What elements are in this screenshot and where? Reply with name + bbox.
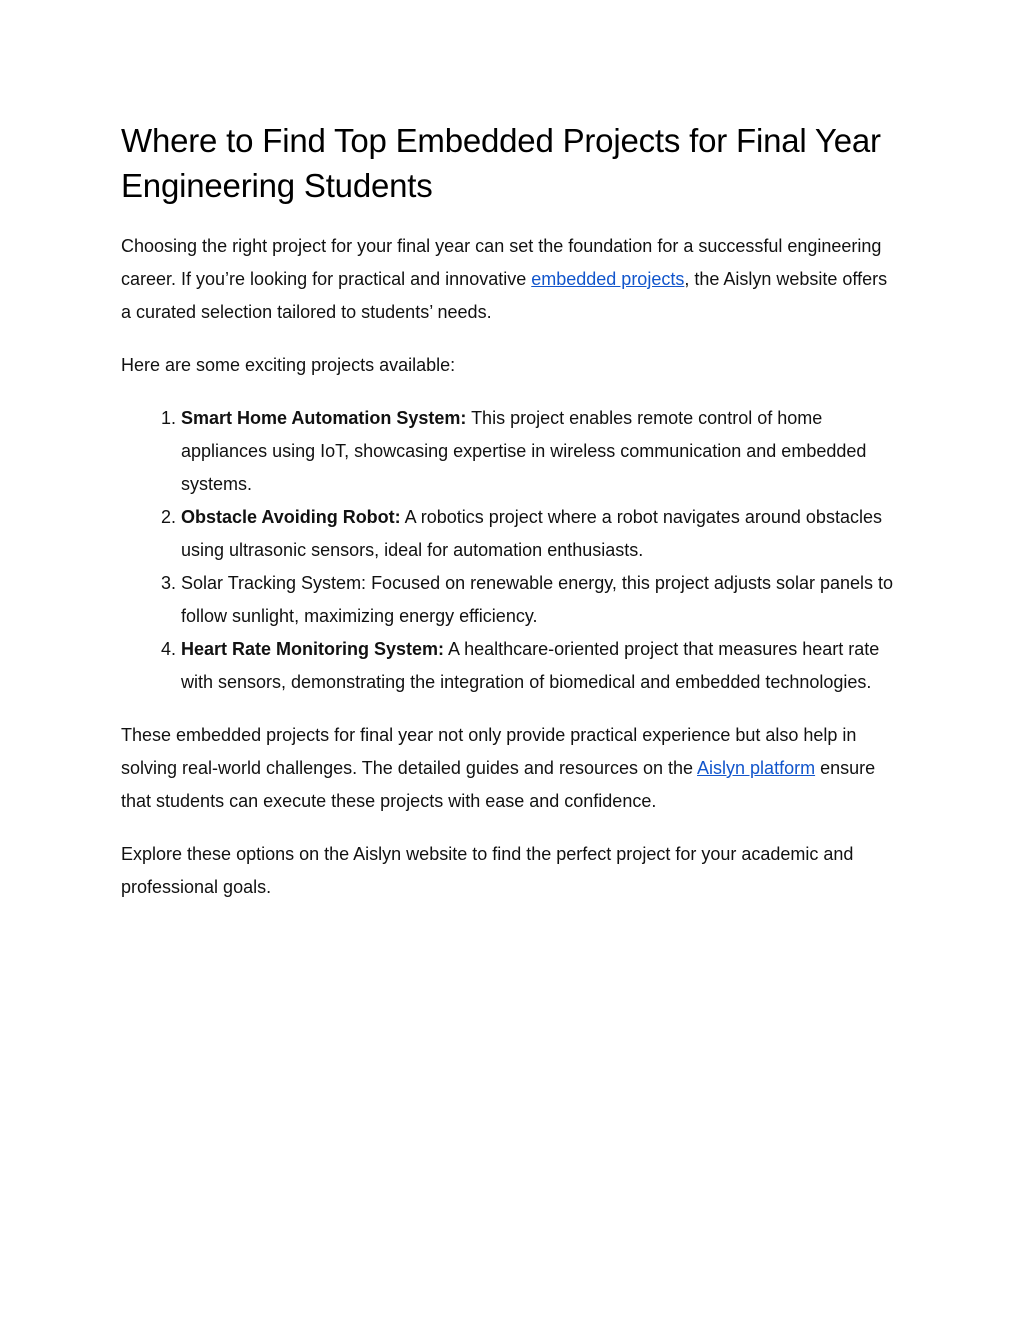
intro-paragraph xyxy=(121,230,901,329)
list-item xyxy=(181,501,901,567)
aislyn-platform-link[interactable]: Aislyn platform xyxy=(697,758,816,778)
intro-text-after-link: , the Aislyn website offers a curated selection tailored to students’ needs. xyxy=(121,269,888,322)
embedded-projects-link[interactable]: embedded projects xyxy=(531,269,685,289)
list-intro: Here are some exciting projects available: xyxy=(121,355,456,375)
projects-list xyxy=(121,402,901,699)
project-name: Obstacle Avoiding Robot: xyxy=(181,507,401,527)
list-item xyxy=(181,633,901,699)
project-description: This project enables remote control of home appliances using IoT, showcasing expertise in wireless communication and embedded systems. xyxy=(181,408,867,494)
list-item xyxy=(181,567,901,633)
outro-paragraph: Explore these options on the Aislyn website to find the perfect project for your academic and professional goals. xyxy=(121,844,854,897)
project-name: Heart Rate Monitoring System: xyxy=(181,639,445,659)
page-title: Where to Find Top Embedded Projects for Final Year Engineering Students xyxy=(121,122,881,204)
project-name: Smart Home Automation System: xyxy=(181,408,467,428)
project-text: Solar Tracking System: Focused on renewable energy, this project adjusts solar panels to follow sunlight, maximizing energy efficiency. xyxy=(181,573,894,626)
intro-text-before-link: Choosing the right project for your final year can set the foundation for a successful engineering career. If you’re looking for practical and innovative xyxy=(121,236,882,289)
closing-paragraph xyxy=(121,719,901,818)
list-item xyxy=(181,402,901,501)
project-description: A healthcare-oriented project that measures heart rate with sensors, demonstrating the integration of biomedical and embedded technologies. xyxy=(181,639,880,692)
project-description: A robotics project where a robot navigates around obstacles using ultrasonic sensors, ideal for automation enthusiasts. xyxy=(181,507,882,560)
document-page xyxy=(121,118,901,924)
closing-text-after-link: ensure that students can execute these projects with ease and confidence. xyxy=(121,758,876,811)
closing-text-before-link: These embedded projects for final year not only provide practical experience but also help in solving real-world challenges. The detailed guides and resources on the xyxy=(121,725,857,778)
